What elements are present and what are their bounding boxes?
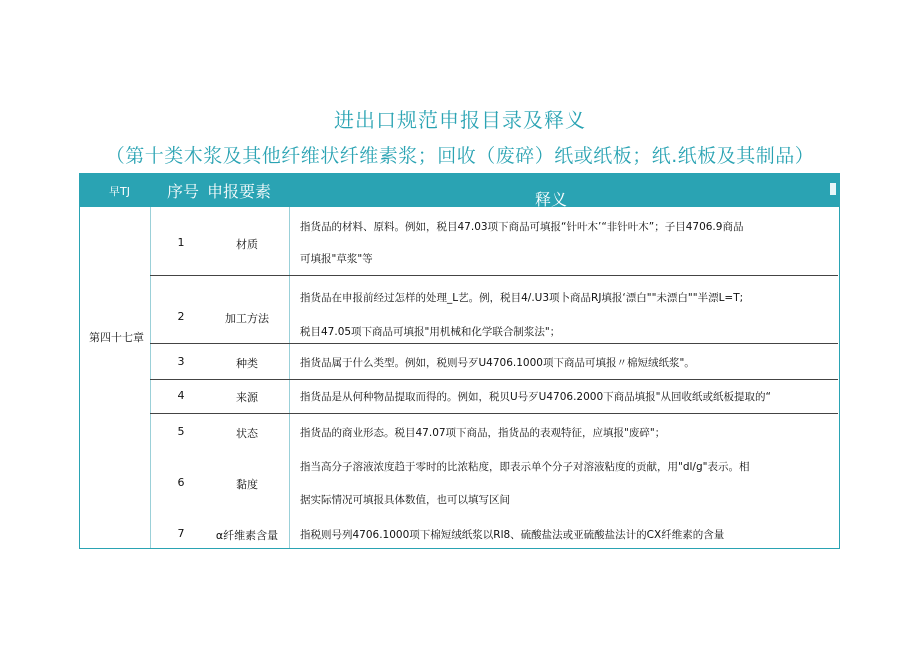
row-element: α纤维素含量: [215, 529, 279, 542]
row-divider: [150, 275, 838, 276]
row-definition: 指货品属于什么类型。例如，税则号歹U4706.1000项下商品可填报〃棉短绒纸浆"。: [300, 357, 695, 369]
row-definition: 指货品的材料、原料。例如，税目47.03项下商品可填报“针叶木’“非针叶木”；子目4706.9商品: [300, 221, 744, 233]
row-number: 6: [177, 476, 185, 489]
row-element: 材质: [236, 238, 258, 251]
header-seq: 序号: [167, 182, 200, 201]
row-element: 来源: [236, 391, 258, 404]
row-element: 状态: [236, 427, 258, 440]
row-number: 7: [177, 527, 185, 540]
row-definition: 指货品的商业形态。税目47.07项下商品，指货品的表观特征，应填报"废碎"；: [300, 427, 666, 439]
row-definition: 指税则号列4706.1000项下棉短绒纸浆以Rl8、硫酸盐法或亚硫酸盐法计的CX纤维素的含量: [300, 529, 725, 541]
row-number: 3: [177, 355, 185, 368]
row-definition: 可填报"草浆"等: [300, 253, 373, 265]
row-divider: [150, 343, 838, 344]
row-element: 黏度: [236, 478, 258, 491]
row-divider: [150, 413, 838, 414]
row-number: 5: [177, 425, 185, 438]
row-divider: [150, 379, 838, 380]
row-definition: 指货品是从何种物品提取而得的。例如，税贝U号歹U4706.2000下商品填报"从回收纸或纸板提取的“: [300, 391, 771, 403]
header-definition: 释义: [535, 190, 568, 209]
row-element: 种类: [236, 357, 258, 370]
header-element: 申报要素: [207, 182, 272, 201]
col-divider: [289, 207, 290, 548]
header-scroll-marker: [830, 183, 836, 195]
row-definition: 据实际情况可填报具体数值，也可以填写区间: [300, 494, 510, 506]
row-number: 1: [177, 236, 185, 249]
row-definition: 指货品在申报前经过怎样的处理_L艺。例，税目4/.U3项卜商品RJ填报‘漂白""未漂白""半漂L=T;: [300, 292, 744, 304]
document-subtitle: （第十类木浆及其他纤维状纤维素浆；回收（废碎）纸或纸板；纸.纸板及其制品）: [105, 145, 815, 167]
col-divider: [150, 207, 151, 548]
chapter-cell: 第四十七章: [89, 331, 144, 344]
row-number: 2: [177, 310, 185, 323]
row-definition: 税目47.05项下商品可填报"用机械和化学联合制浆法"；: [300, 326, 561, 338]
row-element: 加工方法: [225, 312, 269, 325]
table-header: [79, 173, 840, 207]
document-title: 进出口规范申报目录及释义: [334, 108, 586, 132]
header-chapter: 早TJ: [109, 185, 130, 198]
row-number: 4: [177, 389, 185, 402]
row-definition: 指当高分子溶液浓度趋于零时的比浓粘度，即表示单个分子对溶液粘度的贡献，用"dl/g"表示。相: [300, 461, 750, 473]
declaration-table: [79, 173, 840, 549]
